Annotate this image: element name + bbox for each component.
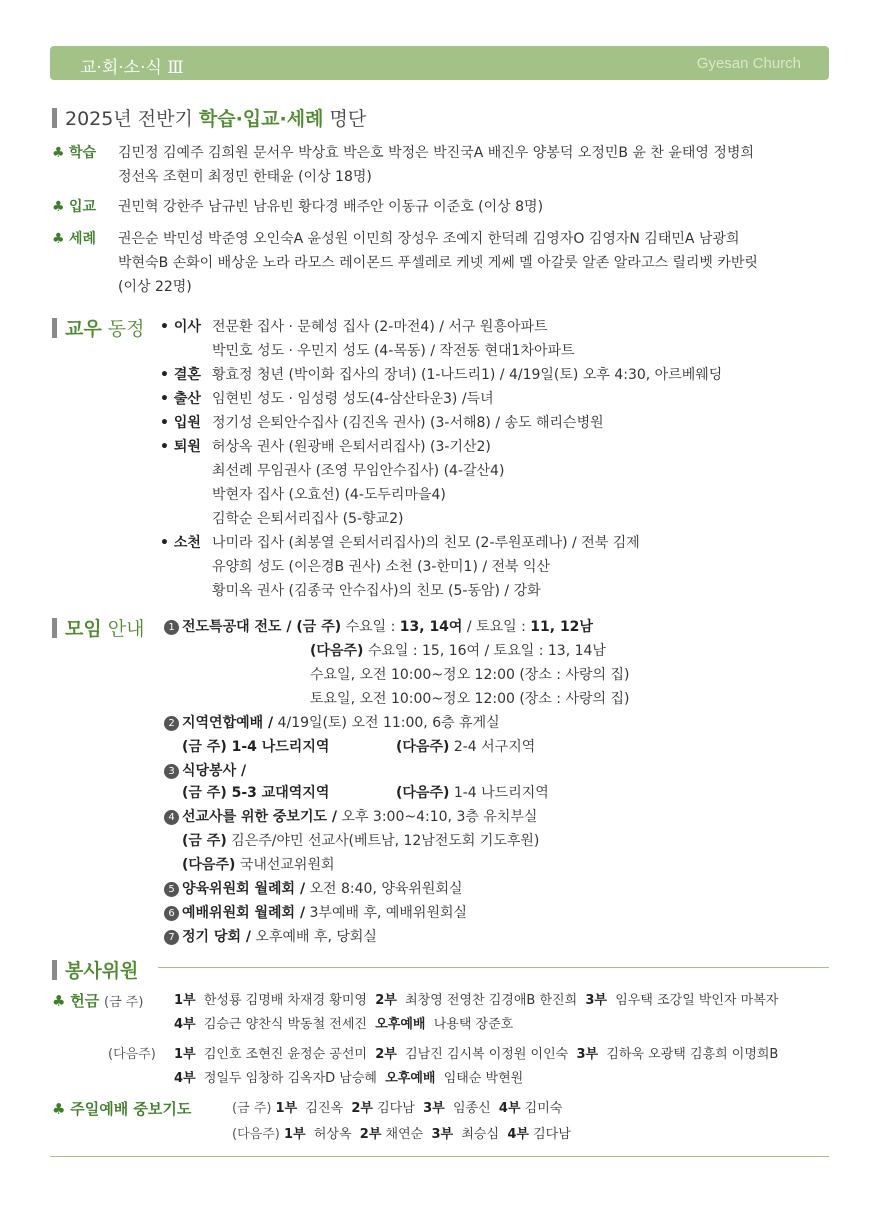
offering-next-row-2: 4부 정일두 임창하 김옥자D 남승혜 오후예배 임태순 박현원 xyxy=(174,1071,524,1086)
move-line-2: 박민호 성도 · 우민지 성도 (4-목동) / 작전동 현대1차아파트 xyxy=(212,343,575,359)
discharge-line-1: 허상옥 권사 (원광배 은퇴서리집사) (3-기산2) xyxy=(212,439,491,455)
number-badge: 5 xyxy=(164,882,179,897)
section-divider xyxy=(158,967,829,968)
serye-names-2: 박현숙B 손화이 배상운 노라 라모스 레이몬드 푸셀레로 케넷 게쎄 멜 아갈룻 알존 알라고스 릴리벳 카반릿 xyxy=(118,255,758,271)
death-label: • 소천 xyxy=(160,535,201,551)
number-badge: 2 xyxy=(164,716,179,731)
number-badge: 1 xyxy=(164,620,179,635)
meeting-2-next: (다음주) 2-4 서구지역 xyxy=(396,739,536,755)
section-title-news: 교우 동정 xyxy=(52,314,144,341)
club-icon: ♣ xyxy=(52,231,65,247)
banner-title: 교·회·소·식 Ⅲ xyxy=(80,58,184,78)
meeting-3: 3 식당봉사 / xyxy=(164,760,246,782)
meeting-1: 1 전도특공대 전도 / (금 주) 수요일 : 13, 14여 / 토요일 : 11, 12남 xyxy=(164,616,593,638)
move-label: • 이사 xyxy=(160,319,201,335)
serye-label: ♣ 세례 xyxy=(52,231,97,247)
hospital-line-1: 정기성 은퇴안수집사 (김진옥 권사) (3-서해8) / 송도 해리슨병원 xyxy=(212,415,604,431)
death-line-2: 유양희 성도 (이은경B 권사) 소천 (3-한미1) / 전북 익산 xyxy=(212,559,551,575)
wedding-line-1: 황효정 청년 (박이화 집사의 장녀) (1-나드리1) / 4/19일(토) 오후 4:30, 아르베웨딩 xyxy=(212,367,723,383)
section-title-baptism: 2025년 전반기 학습·입교·세례 명단 xyxy=(52,104,366,131)
death-line-3: 황미옥 권사 (김종국 안수집사)의 친모 (5-동암) / 강화 xyxy=(212,583,541,599)
club-icon: ♣ xyxy=(52,145,65,161)
section-bar xyxy=(52,318,57,338)
meeting-2: 2 지역연합예배 / 4/19일(토) 오전 11:00, 6층 휴게실 xyxy=(164,712,500,734)
offering-this-row-2: 4부 김승근 양찬식 박동철 전세진 오후예배 나용택 장준호 xyxy=(174,1017,514,1032)
club-icon: ♣ xyxy=(52,1100,66,1118)
meeting-3-this: (금 주) 5-3 교대역지역 xyxy=(182,785,330,801)
meeting-1-next: (다음주) 수요일 : 15, 16여 / 토요일 : 13, 14남 xyxy=(310,643,606,659)
section-bar xyxy=(52,618,57,638)
meeting-4-next: (다음주) 국내선교위원회 xyxy=(182,857,335,873)
discharge-line-3: 박현자 집사 (오효선) (4-도두리마을4) xyxy=(212,487,446,503)
offering-this-row-1: 1부 한성룡 김명배 차재경 황미영 2부 최창영 전영찬 김경애B 한진희 3부 임우택 조강일 박인자 마복자 xyxy=(174,993,779,1008)
offering-label: ♣ 헌금 (금 주) xyxy=(52,992,144,1010)
birth-line-1: 임현빈 성도 · 임성령 성도(4-삼산타운3) /득녀 xyxy=(212,391,494,407)
meeting-6: 6 예배위원회 월례회 / 3부예배 후, 예배위원회실 xyxy=(164,902,467,924)
number-badge: 3 xyxy=(164,764,179,779)
discharge-line-4: 김학순 은퇴서리집사 (5-향교2) xyxy=(212,511,404,527)
wedding-label: • 결혼 xyxy=(160,367,201,383)
hakseup-names-2: 정선옥 조현미 최정민 한태윤 (이상 18명) xyxy=(118,169,372,185)
discharge-line-2: 최선례 무임권사 (조영 무임안수집사) (4-갈산4) xyxy=(212,463,505,479)
hakseup-names: 김민정 김예주 김희원 문서우 박상효 박은호 박정은 박진국A 배진우 양봉덕 오정민B 윤 찬 윤태영 정병희 xyxy=(118,145,754,161)
meeting-2-this: (금 주) 1-4 나드리지역 xyxy=(182,739,330,755)
serye-names-3: (이상 22명) xyxy=(118,279,192,295)
meeting-3-next: (다음주) 1-4 나드리지역 xyxy=(396,785,549,801)
meeting-4-this: (금 주) 김은주/야민 선교사(베트남, 12남전도회 기도후원) xyxy=(182,833,540,849)
section-bar xyxy=(52,960,57,980)
header-banner xyxy=(50,46,829,80)
section-bar xyxy=(52,108,57,128)
discharge-label: • 퇴원 xyxy=(160,439,201,455)
prayer-next-row: (다음주) 1부 허상옥 2부 채연순 3부 최승심 4부 김다남 xyxy=(232,1127,571,1142)
ipgyo-names: 권민혁 강한주 남규빈 남유빈 황다경 배주안 이동규 이준호 (이상 8명) xyxy=(118,199,544,215)
death-line-1: 나미라 집사 (최봉열 은퇴서리집사)의 친모 (2-루원포레나) / 전북 김제 xyxy=(212,535,640,551)
offering-next-label: (다음주) xyxy=(108,1047,156,1062)
move-line-1: 전문환 집사 · 문혜성 집사 (2-마전4) / 서구 원흥아파트 xyxy=(212,319,548,335)
number-badge: 4 xyxy=(164,810,179,825)
footer-divider xyxy=(50,1156,829,1157)
birth-label: • 출산 xyxy=(160,391,201,407)
prayer-this-row: (금 주) 1부 김진옥 2부 김다남 3부 임종신 4부 김미숙 xyxy=(232,1101,563,1116)
meeting-1-wed: 수요일, 오전 10:00~정오 12:00 (장소 : 사랑의 집) xyxy=(310,667,630,683)
section-title-volunteers: 봉사위원 xyxy=(52,956,138,983)
hospital-label: • 입원 xyxy=(160,415,201,431)
hakseup-label: ♣ 학습 xyxy=(52,145,97,161)
meeting-4: 4 선교사를 위한 중보기도 / 오후 3:00~4:10, 3층 유치부실 xyxy=(164,806,537,828)
prayer-label: ♣ 주일예배 중보기도 xyxy=(52,1100,192,1118)
number-badge: 7 xyxy=(164,930,179,945)
club-icon: ♣ xyxy=(52,992,66,1010)
club-icon: ♣ xyxy=(52,199,65,215)
meeting-7: 7 정기 당회 / 오후예배 후, 당회실 xyxy=(164,926,377,948)
meeting-5: 5 양육위원회 월례회 / 오전 8:40, 양육위원회실 xyxy=(164,878,463,900)
serye-names: 권은순 박민성 박준영 오인숙A 윤성원 이민희 장성우 조예지 한덕례 김영자O 김영자N 김태민A 남광희 xyxy=(118,231,740,247)
section-title-meetings: 모임 안내 xyxy=(52,614,144,641)
banner-church-name: Gyesan Church xyxy=(696,55,801,72)
offering-next-row-1: 1부 김인호 조현진 윤정순 공선미 2부 김남진 김시복 이정원 이인숙 3부 김하욱 오광택 김흥희 이명희B xyxy=(174,1047,779,1062)
ipgyo-label: ♣ 입교 xyxy=(52,199,97,215)
number-badge: 6 xyxy=(164,906,179,921)
meeting-1-sat: 토요일, 오전 10:00~정오 12:00 (장소 : 사랑의 집) xyxy=(310,691,630,707)
